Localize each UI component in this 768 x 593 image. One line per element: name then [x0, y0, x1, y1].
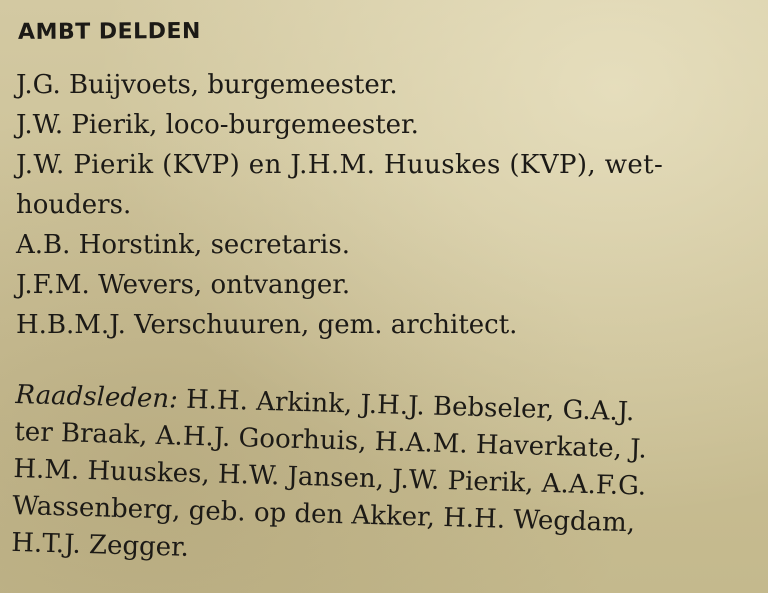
council-members-paragraph [11, 377, 752, 582]
officials-list [16, 65, 752, 345]
official-entry: A.B. Horstink, secretaris. [16, 230, 350, 260]
council-label: Raadsleden: [15, 379, 179, 415]
official-entry: J.W. Pierik (KVP) en J.H.M. Huuskes (KVP), wet- [16, 150, 664, 180]
council-line-text: H.H. Arkink, J.H.J. Bebseler, G.A.J. [177, 384, 635, 428]
section-heading: AMBT DELDEN [17, 18, 201, 45]
section-spacer [16, 345, 752, 373]
official-entry: houders. [16, 190, 132, 220]
official-entry: J.W. Pierik, loco-burgemeester. [16, 110, 419, 140]
council-line: Wassenberg, geb. op den Akker, H.H. Wegdam, [11, 490, 636, 539]
council-line: H.M. Huuskes, H.W. Jansen, J.W. Pierik, A.A.F.G. [13, 453, 647, 502]
council-line: H.T.J. Zegger. [10, 527, 190, 563]
official-entry: J.G. Buijvoets, burgemeester. [16, 70, 398, 100]
official-entry: J.F.M. Wevers, ontvanger. [16, 270, 351, 300]
official-entry: H.B.M.J. Verschuuren, gem. architect. [16, 310, 518, 340]
council-line: ter Braak, A.H.J. Goorhuis, H.A.M. Haverkate, J. [14, 416, 648, 465]
